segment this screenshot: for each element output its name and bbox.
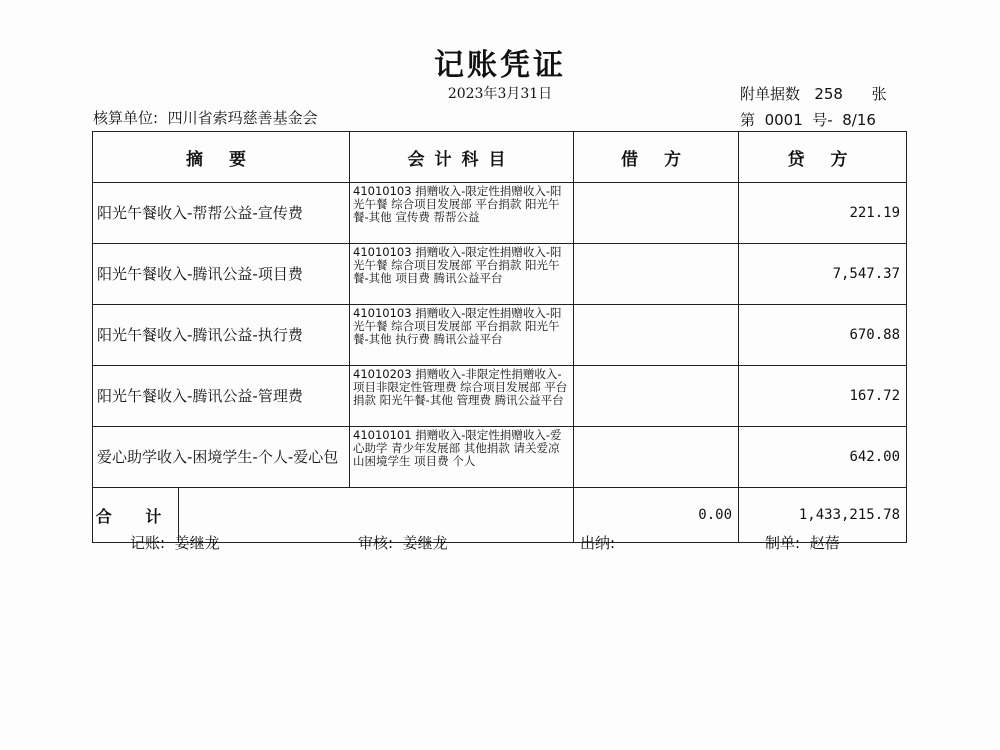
header-debit: 借 方 <box>574 132 739 183</box>
total-label: 合 计 <box>93 488 179 543</box>
table-row <box>93 366 907 427</box>
bookkeeper-signature: 记账: 姜继龙 <box>130 534 220 552</box>
row-credit: 7,547.37 <box>739 244 907 305</box>
row-credit: 221.19 <box>739 183 907 244</box>
row-debit <box>574 366 739 427</box>
unit-name: 四川省索玛慈善基金会 <box>167 109 318 127</box>
row-credit: 642.00 <box>739 427 907 488</box>
unit-label: 核算单位: <box>93 109 159 127</box>
row-credit: 167.72 <box>739 366 907 427</box>
table-row <box>93 183 907 244</box>
row-account: 41010103 捐赠收入-限定性捐赠收入-阳光午餐 综合项目发展部 平台捐款 阳光午餐-其他 项目费 腾讯公益平台 <box>350 244 574 305</box>
voucher-number: 0001 <box>764 111 803 129</box>
row-account: 41010103 捐赠收入-限定性捐赠收入-阳光午餐 综合项目发展部 平台捐款 阳光午餐-其他 宣传费 帮帮公益 <box>350 183 574 244</box>
header-summary: 摘 要 <box>93 132 350 183</box>
attachments-count: 258 <box>814 85 843 103</box>
row-debit <box>574 183 739 244</box>
row-summary: 阳光午餐收入-腾讯公益-管理费 <box>93 366 350 427</box>
total-debit: 0.00 <box>574 488 739 543</box>
attachments-unit: 张 <box>871 85 887 103</box>
voucher-page: 8/16 <box>842 111 876 129</box>
attachments-info <box>740 83 887 104</box>
table-row <box>93 305 907 366</box>
total-credit: 1,433,215.78 <box>739 488 907 543</box>
row-debit <box>574 244 739 305</box>
row-summary: 阳光午餐收入-帮帮公益-宣传费 <box>93 183 350 244</box>
table-row <box>93 427 907 488</box>
preparer-signature: 制单: 赵蓓 <box>765 534 840 552</box>
cashier-signature: 出纳: <box>580 534 616 552</box>
voucher-number-info <box>740 109 876 130</box>
row-account: 41010103 捐赠收入-限定性捐赠收入-阳光午餐 综合项目发展部 平台捐款 阳光午餐-其他 执行费 腾讯公益平台 <box>350 305 574 366</box>
row-account: 41010101 捐赠收入-限定性捐赠收入-爱心助学 青少年发展部 其他捐款 请关爱凉山困境学生 项目费 个人 <box>350 427 574 488</box>
row-summary: 阳光午餐收入-腾讯公益-执行费 <box>93 305 350 366</box>
reviewer-signature: 审核: 姜继龙 <box>358 534 448 552</box>
table-header-row <box>93 132 907 183</box>
row-account: 41010203 捐赠收入-非限定性捐赠收入-项目非限定性管理费 综合项目发展部 平台捐款 阳光午餐-其他 管理费 腾讯公益平台 <box>350 366 574 427</box>
header-account: 会计科目 <box>350 132 574 183</box>
voucher-date: 2023年3月31日 <box>447 86 553 102</box>
accounting-unit <box>93 107 318 128</box>
row-debit <box>574 427 739 488</box>
row-debit <box>574 305 739 366</box>
table-row <box>93 244 907 305</box>
header-credit: 贷 方 <box>739 132 907 183</box>
row-summary: 爱心助学收入-困境学生-个人-爱心包 <box>93 427 350 488</box>
voucher-title: 记账凭证 <box>434 48 566 83</box>
voucher-suffix: 号- <box>812 111 833 129</box>
row-credit: 670.88 <box>739 305 907 366</box>
voucher-table <box>92 131 907 543</box>
attachments-label: 附单据数 <box>740 85 801 103</box>
row-summary: 阳光午餐收入-腾讯公益-项目费 <box>93 244 350 305</box>
voucher-prefix: 第 <box>740 111 756 129</box>
